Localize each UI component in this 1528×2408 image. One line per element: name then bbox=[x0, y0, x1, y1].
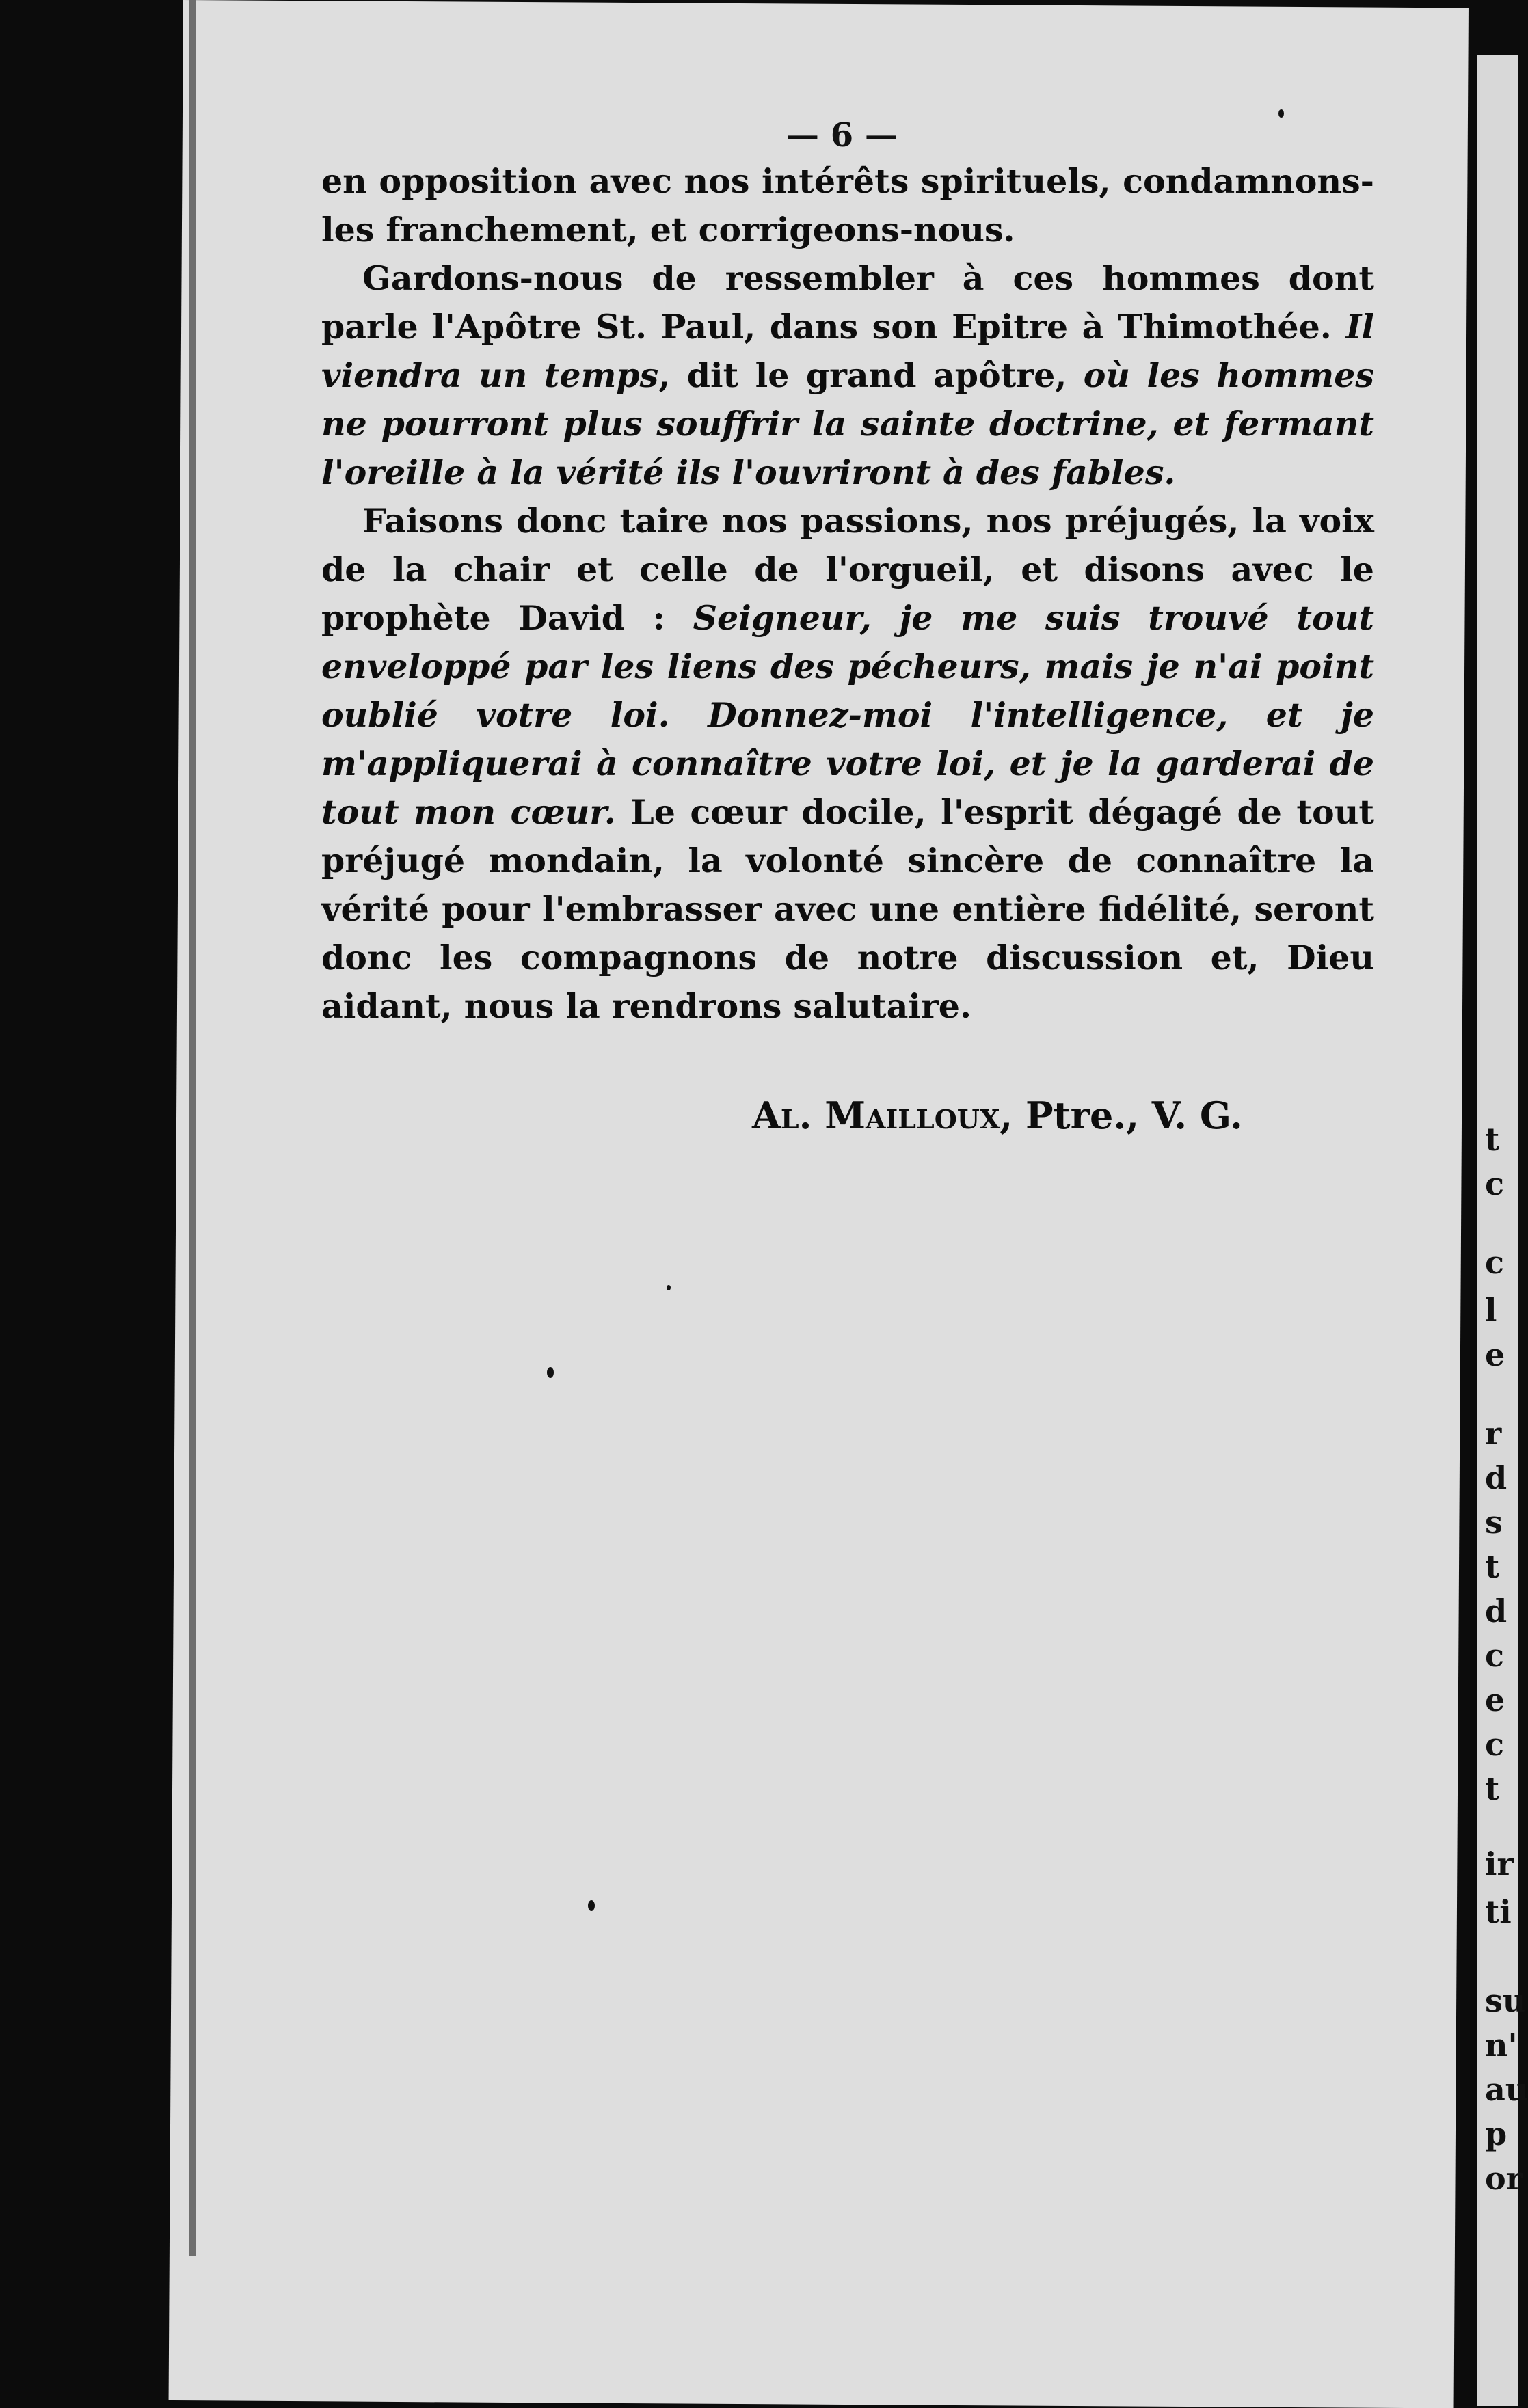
opposite-page-letter: e bbox=[1485, 1681, 1505, 1718]
opposite-page-letter: ti bbox=[1485, 1893, 1512, 1930]
opposite-page-letter: t bbox=[1485, 1770, 1500, 1807]
paragraph-3 bbox=[321, 497, 1374, 1031]
opposite-page-letter: au bbox=[1485, 2071, 1528, 2108]
opposite-page-letter: c bbox=[1485, 1637, 1505, 1674]
paragraph-2 bbox=[321, 254, 1374, 497]
italic-run: Il viendra un temps bbox=[321, 307, 1374, 395]
opposite-page-letter: n' bbox=[1485, 2027, 1518, 2064]
text-run: Faisons donc taire nos passions, nos préjugés, la voix de la chair et celle de l'orgueil, et disons avec le prophète David : bbox=[321, 501, 1374, 638]
speck bbox=[1278, 109, 1284, 118]
opposite-page-letter: d bbox=[1485, 1459, 1507, 1496]
speck bbox=[588, 1900, 595, 1911]
opposite-page-letter: l bbox=[1485, 1292, 1497, 1329]
italic-run: où les hommes ne pourront plus souffrir la sainte doctrine, et fermant l'oreille à la vérité ils l'ouvriront à des fables. bbox=[321, 355, 1375, 492]
opposite-page-letter: c bbox=[1485, 1726, 1505, 1763]
signature bbox=[752, 1094, 1243, 1137]
text-run: en opposition avec nos intérêts spirituels, condamnons-les franchement, et corrigeons-nous. bbox=[321, 161, 1374, 249]
text-run: Gardons-nous de ressembler à ces hommes dont parle l'Apôtre St. Paul, dans son Epitre à Thimothée. bbox=[321, 258, 1374, 347]
speck bbox=[547, 1367, 554, 1378]
opposite-page-letter: e bbox=[1485, 1336, 1505, 1373]
opposite-page-letter: t bbox=[1485, 1548, 1500, 1585]
text-run: Le cœur docile, l'esprit dégagé de tout préjugé mondain, la volonté sincère de connaître la vérité pour l'embrasser avec une entière fidélité, seront donc les compagnons de notre discussion et, Dieu aidant, nous la rendrons salutaire. bbox=[321, 792, 1374, 1026]
opposite-page-letter: su bbox=[1485, 1982, 1526, 2019]
page-gutter-shadow bbox=[189, 0, 196, 2256]
opposite-page-letter: or bbox=[1485, 2160, 1523, 2197]
opposite-page-letter: c bbox=[1485, 1244, 1505, 1281]
signature-title: Ptre., V. G. bbox=[1026, 1094, 1243, 1137]
opposite-page-letter: r bbox=[1485, 1415, 1502, 1452]
signature-first-name: Al. bbox=[752, 1094, 812, 1137]
opposite-page-letter: s bbox=[1485, 1504, 1503, 1541]
opposite-page-letter: c bbox=[1485, 1165, 1505, 1202]
page-number: — 6 — bbox=[786, 116, 898, 154]
signature-last-name: Mailloux, bbox=[825, 1094, 1013, 1137]
body-text bbox=[321, 157, 1374, 1031]
opposite-page-letter: t bbox=[1485, 1121, 1500, 1158]
opposite-page-letter: p bbox=[1485, 2115, 1507, 2152]
paragraph-1 bbox=[321, 157, 1374, 254]
italic-run: Seigneur, je me suis trouvé tout enveloppé par les liens des pécheurs, mais je n'ai point oublié votre loi. Donnez-moi l'intelligence, et je m'appliquerai à connaître votre loi, et je la garderai de tout mon cœur. bbox=[321, 598, 1374, 832]
opposite-page-letter: d bbox=[1485, 1593, 1507, 1629]
text-run: , dit le grand apôtre, bbox=[658, 355, 1084, 395]
speck bbox=[667, 1285, 671, 1290]
opposite-page-letter: ir bbox=[1485, 1845, 1514, 1882]
